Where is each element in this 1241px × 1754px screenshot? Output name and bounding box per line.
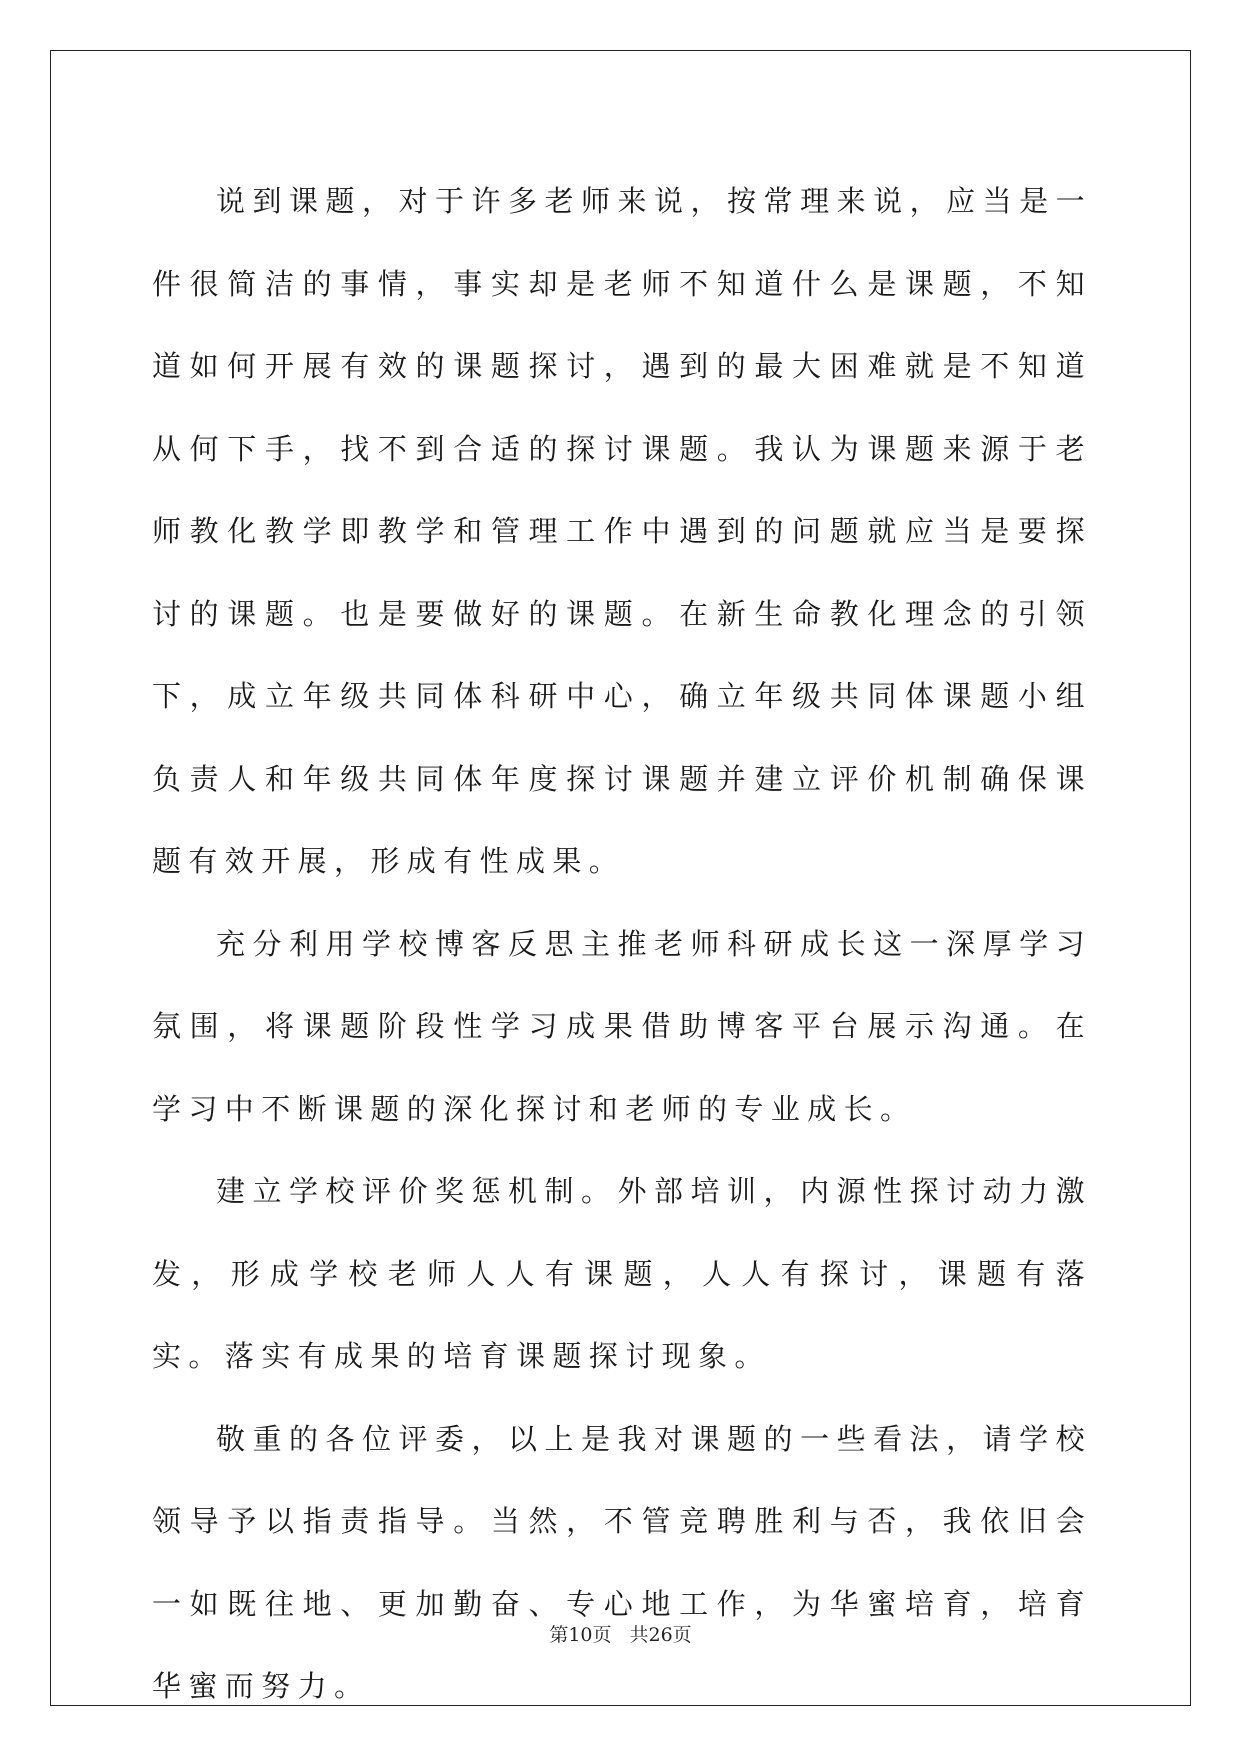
paragraph: 敬重的各位评委，以上是我对课题的一些看法，请学校领导予以指责指导。当然，不管竞聘胜利与否，我依旧会一如既往地、更加勤奋、专心地工作，为华蜜培育，培育华蜜而努力。	[152, 1421, 1092, 1703]
paragraph: 说到课题，对于许多老师来说，按常理来说，应当是一件很简洁的事情，事实却是老师不知道什么是课题，不知道如何开展有效的课题探讨，遇到的最大困难就是不知道从何下手，找不到合适的探讨课题。我认为课题来源于老师教化教学即教学和管理工作中遇到的问题就应当是要探讨的课题。也是要做好的课题。在新生命教化理念的引领下，成立年级共同体科研中心，确立年级共同体课题小组负责人和年级共同体年度探讨课题并建立评价机制确保课题有效开展，形成有性成果。	[152, 184, 1092, 878]
document-body	[152, 160, 1092, 1728]
page-number: 第10页	[549, 1624, 612, 1646]
paragraph: 建立学校评价奖惩机制。外部培训，内源性探讨动力激发，形成学校老师人人有课题，人人有探讨，课题有落实。落实有成果的培育课题探讨现象。	[152, 1174, 1092, 1373]
paragraph: 充分利用学校博客反思主推老师科研成长这一深厚学习氛围，将课题阶段性学习成果借助博客平台展示沟通。在学习中不断课题的深化探讨和老师的专业成长。	[152, 926, 1092, 1126]
page-total: 共26页	[629, 1624, 692, 1646]
page-footer	[0, 1620, 1241, 1647]
